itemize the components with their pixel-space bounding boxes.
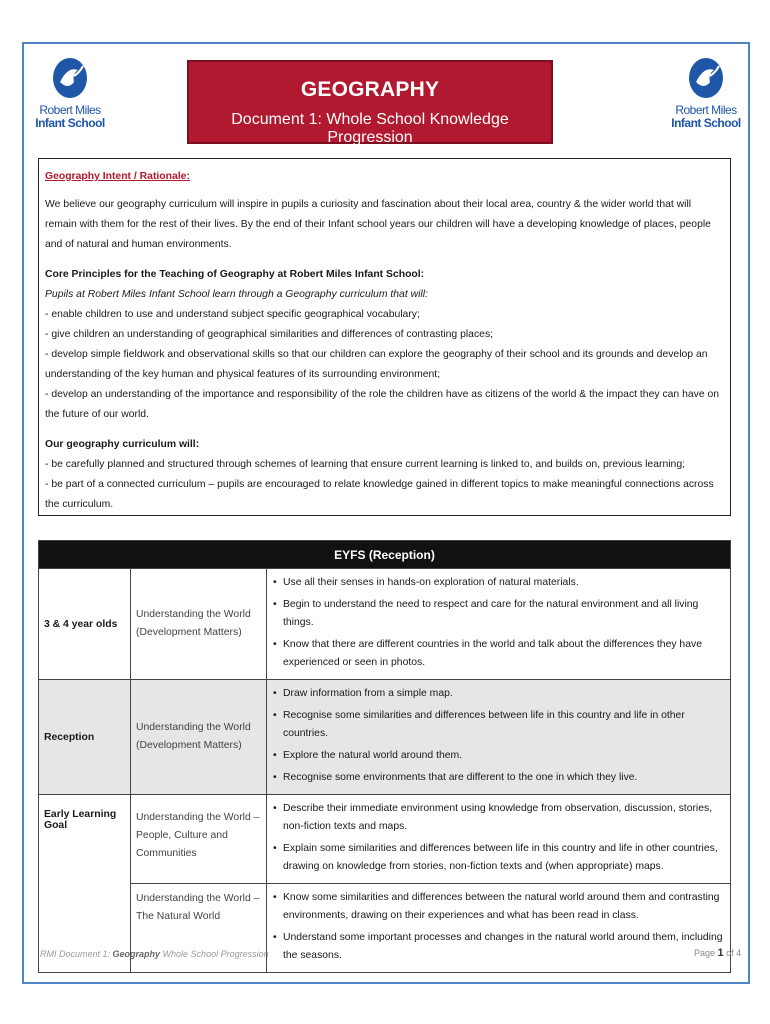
footer-document-label bbox=[40, 949, 269, 959]
points-cell bbox=[267, 884, 731, 973]
principle-item: - give children an understanding of geographical similarities and differences of contrasting places; bbox=[45, 329, 494, 340]
page-number bbox=[694, 947, 741, 959]
curriculum-item: - be carefully planned and structured through schemes of learning that ensure current learning is linked to, and builds on, previous learning; bbox=[45, 459, 685, 470]
table-row bbox=[39, 795, 731, 884]
list-item: • Draw information from a simple map. bbox=[273, 685, 724, 703]
table-row bbox=[39, 884, 731, 973]
list-item: • Recognise some similarities and differences between life in this country and life in other countries. bbox=[273, 707, 724, 743]
footer-prefix: RMI Document 1: bbox=[40, 949, 113, 959]
document-title-box bbox=[187, 60, 553, 144]
stage-cell: Early Learning Goal bbox=[39, 795, 131, 973]
principles-intro: Pupils at Robert Miles Infant School learn through a Geography curriculum that will: bbox=[45, 289, 428, 300]
dove-logo-icon bbox=[686, 56, 726, 104]
logo-line1: Robert Miles bbox=[675, 103, 737, 117]
points-cell bbox=[267, 569, 731, 680]
dove-logo-icon bbox=[50, 56, 90, 104]
school-logo-left bbox=[30, 56, 110, 148]
table-row bbox=[39, 680, 731, 795]
area-cell: Understanding the World – People, Culture and Communities bbox=[131, 795, 267, 884]
points-cell bbox=[267, 680, 731, 795]
stage-cell: Reception bbox=[39, 680, 131, 795]
logo-line2: Infant School bbox=[671, 116, 741, 130]
footer-suffix: Whole School Progression bbox=[160, 949, 269, 959]
list-item: • Describe their immediate environment using knowledge from observation, discussion, stories, non-fiction texts and maps. bbox=[273, 800, 724, 836]
list-item: • Explain some similarities and differences between life in this country and life in other countries, drawing on knowledge from stories, non-fiction texts and (when appropriate) maps. bbox=[273, 840, 724, 876]
principle-item: - enable children to use and understand subject specific geographical vocabulary; bbox=[45, 309, 420, 320]
curriculum-heading: Our geography curriculum will: bbox=[45, 439, 200, 450]
list-item: • Begin to understand the need to respect and care for the natural environment and all living things. bbox=[273, 596, 724, 632]
page-label: Page bbox=[694, 948, 718, 958]
list-item: • Explore the natural world around them. bbox=[273, 747, 724, 765]
footer-subject: Geography bbox=[112, 949, 161, 959]
eyfs-table bbox=[38, 540, 731, 973]
area-cell: Understanding the World – The Natural World bbox=[131, 884, 267, 973]
list-item: • Know some similarities and differences between the natural world around them and contrasting environments, drawing on their experiences and what has been read in class. bbox=[273, 889, 724, 925]
principle-item: - develop simple fieldwork and observational skills so that our children can explore the geography of their school and its grounds and develop an understanding of the key human and physical features of its surrounding environment; bbox=[45, 349, 708, 380]
principles-heading: Core Principles for the Teaching of Geography at Robert Miles Infant School: bbox=[45, 269, 425, 280]
school-logo-right bbox=[666, 56, 746, 148]
logo-line1: Robert Miles bbox=[39, 103, 101, 117]
points-cell bbox=[267, 795, 731, 884]
eyfs-heading: EYFS (Reception) bbox=[39, 541, 731, 569]
page-total: of 4 bbox=[723, 948, 742, 958]
page-current: 1 bbox=[717, 947, 724, 959]
list-item: • Know that there are different countries in the world and talk about the differences they have experienced or seen in photos. bbox=[273, 636, 724, 672]
page-subtitle: Document 1: Whole School Knowledge Progression bbox=[231, 111, 509, 146]
list-item: • Recognise some environments that are different to the one in which they live. bbox=[273, 769, 724, 787]
list-item: • Use all their senses in hands-on exploration of natural materials. bbox=[273, 574, 724, 592]
stage-cell: 3 & 4 year olds bbox=[39, 569, 131, 680]
logo-line2: Infant School bbox=[35, 116, 105, 130]
table-row bbox=[39, 569, 731, 680]
area-cell: Understanding the World (Development Matters) bbox=[131, 569, 267, 680]
intent-rationale-box bbox=[38, 158, 731, 516]
curriculum-item: - be part of a connected curriculum – pupils are encouraged to relate knowledge gained in different topics to make meaningful connections across the curriculum. bbox=[45, 479, 714, 510]
intent-heading: Geography Intent / Rationale: bbox=[45, 171, 190, 182]
page-title: GEOGRAPHY bbox=[300, 78, 440, 101]
area-cell: Understanding the World (Development Matters) bbox=[131, 680, 267, 795]
intent-paragraph: We believe our geography curriculum will inspire in pupils a curiosity and fascination about their local area, country & the wider world that will remain with them for the rest of their lives. By the end of their Infant school years our children will have a developing knowledge of places, people and of natural and human environments. bbox=[45, 199, 711, 250]
principle-item: - develop an understanding of the importance and responsibility of the role the children have as citizens of the world & the impact they can have on the future of our world. bbox=[45, 389, 720, 420]
list-item: • Understand some important processes and changes in the natural world around them, including the seasons. bbox=[273, 929, 724, 965]
